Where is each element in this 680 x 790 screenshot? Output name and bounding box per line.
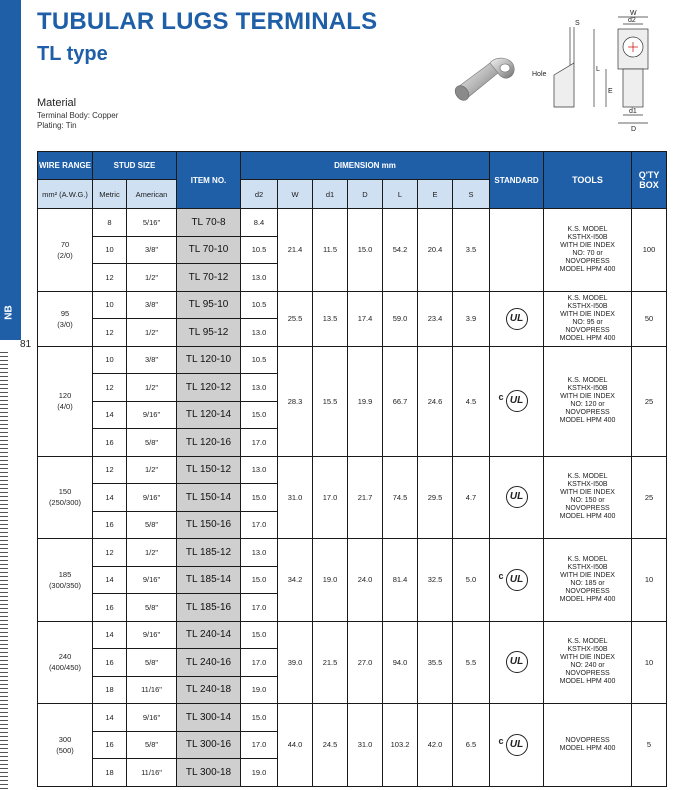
wire-awg: (500) <box>56 745 74 755</box>
tools-line: WITH DIE INDEX <box>560 241 615 249</box>
drawing-label: L <box>596 66 600 73</box>
tools-line: NOVOPRESS <box>565 326 610 334</box>
metric-cell: 14 <box>93 621 127 649</box>
d2-cell: 15.0 <box>241 704 278 732</box>
qty-cell: 10 <box>632 621 667 704</box>
tools-line: WITH DIE INDEX <box>560 489 615 497</box>
table-row <box>38 539 667 567</box>
d2-cell: 15.0 <box>241 401 278 429</box>
item-no-cell: TL 240-18 <box>177 676 241 704</box>
wire-range-cell <box>38 621 93 704</box>
wire-size: 120 <box>58 391 72 400</box>
spec-table <box>37 151 667 787</box>
qty-cell: 10 <box>632 539 667 622</box>
item-no-cell: TL 70-10 <box>177 236 241 264</box>
tools-line: NOVOPRESS <box>565 257 610 265</box>
tools-line: WITH DIE INDEX <box>560 571 615 579</box>
tools-line: NO: 120 or <box>570 401 605 408</box>
tools-line: MODEL HPM 400 <box>559 265 616 273</box>
metric-cell: 16 <box>93 649 127 677</box>
tools-line: WITH DIE INDEX <box>560 310 615 318</box>
metric-cell: 10 <box>93 236 127 264</box>
tools-line: NO: 70 or <box>572 249 603 257</box>
item-no-cell: TL 185-12 <box>177 539 241 567</box>
american-cell: 9/16" <box>127 401 177 429</box>
metric-cell: 12 <box>93 456 127 484</box>
header-dim: S <box>453 180 490 209</box>
metric-cell: 12 <box>93 319 127 347</box>
dim-d-cell: 31.0 <box>348 704 383 787</box>
american-cell: 3/8" <box>127 346 177 374</box>
c-mark-letter: c <box>498 570 504 581</box>
d2-cell: 10.5 <box>241 346 278 374</box>
dim-d1-cell: 11.5 <box>313 209 348 292</box>
item-no-cell: TL 185-16 <box>177 594 241 622</box>
dim-s-cell: 3.9 <box>453 291 490 346</box>
item-no-cell: TL 300-18 <box>177 759 241 787</box>
tools-line: K.S. MODEL <box>567 473 608 481</box>
table-row <box>38 704 667 732</box>
american-cell: 1/2" <box>127 374 177 402</box>
section-tab-label: NB <box>3 305 15 320</box>
metric-cell: 14 <box>93 401 127 429</box>
wire-range-cell <box>38 704 93 787</box>
dim-d-cell: 15.0 <box>348 209 383 292</box>
ul-mark-icon: UL <box>506 651 528 673</box>
d2-cell: 13.0 <box>241 264 278 292</box>
tools-line: NOVOPRESS <box>565 587 610 595</box>
header-dim: W <box>278 180 313 209</box>
standard-cell <box>490 291 544 346</box>
tools-line: K.S. MODEL <box>567 377 608 384</box>
section-tab[interactable] <box>0 285 21 340</box>
header-dimension: DIMENSION mm <box>241 152 490 180</box>
metric-cell: 16 <box>93 594 127 622</box>
side-index-bar <box>0 0 32 790</box>
header-dim: L <box>383 180 418 209</box>
tools-cell <box>544 291 632 346</box>
wire-awg: (4/0) <box>57 402 73 411</box>
ul-mark <box>506 486 528 508</box>
tools-line: WITH DIE INDEX <box>560 393 615 400</box>
page-title: TUBULAR LUGS TERMINALS <box>37 8 378 35</box>
cul-mark <box>498 569 528 591</box>
d2-cell: 17.0 <box>241 511 278 539</box>
metric-cell: 18 <box>93 676 127 704</box>
tools-cell <box>544 209 632 292</box>
tools-line: NO: 95 or <box>572 318 603 326</box>
ul-mark-icon: UL <box>506 734 528 756</box>
d2-cell: 17.0 <box>241 731 278 759</box>
wire-range-cell <box>38 209 93 292</box>
qty-cell: 50 <box>632 291 667 346</box>
item-no-cell: TL 120-12 <box>177 374 241 402</box>
tools-line: KSTHX-I50B <box>567 563 608 571</box>
american-cell: 9/16" <box>127 484 177 512</box>
american-cell: 5/8" <box>127 511 177 539</box>
item-no-cell: TL 240-16 <box>177 649 241 677</box>
dim-e-cell: 35.5 <box>418 621 453 704</box>
wire-size: 95 <box>60 308 70 318</box>
drawing-label: Hole <box>532 71 547 78</box>
metric-cell: 18 <box>93 759 127 787</box>
tools-line: NOVOPRESS <box>565 505 610 513</box>
tools-line: MODEL HPM 400 <box>559 417 616 424</box>
table-row <box>38 209 667 237</box>
header-dim: E <box>418 180 453 209</box>
dim-l-cell: 94.0 <box>383 621 418 704</box>
dim-d1-cell: 19.0 <box>313 539 348 622</box>
d2-cell: 13.0 <box>241 319 278 347</box>
tools-line: NOVOPRESS <box>565 670 610 678</box>
tools-line: NO: 185 or <box>570 579 605 587</box>
dim-s-cell: 5.5 <box>453 621 490 704</box>
metric-cell: 10 <box>93 291 127 319</box>
tools-line: MODEL HPM 400 <box>559 334 616 342</box>
metric-cell: 12 <box>93 539 127 567</box>
header-dim: d1 <box>313 180 348 209</box>
ul-mark-icon: UL <box>506 486 528 508</box>
dim-l-cell: 81.4 <box>383 539 418 622</box>
dim-d-cell: 21.7 <box>348 456 383 539</box>
tools-line: NO: 240 or <box>570 662 605 670</box>
american-cell: 9/16" <box>127 704 177 732</box>
dim-l-cell: 66.7 <box>383 346 418 456</box>
dim-l-cell: 103.2 <box>383 704 418 787</box>
table-row <box>38 621 667 649</box>
dim-l-cell: 59.0 <box>383 291 418 346</box>
wire-range-cell <box>38 346 93 456</box>
tools-cell <box>544 539 632 622</box>
american-cell: 5/16" <box>127 209 177 237</box>
ul-mark-icon: UL <box>506 308 528 330</box>
header-dim: d2 <box>241 180 278 209</box>
wire-awg: (250/300) <box>48 498 82 508</box>
header-metric: Metric <box>93 180 127 209</box>
tools-line: KSTHX-I50B <box>567 385 608 392</box>
item-no-cell: TL 150-14 <box>177 484 241 512</box>
tools-line: NOVOPRESS <box>565 409 610 416</box>
d2-cell: 19.0 <box>241 676 278 704</box>
dim-d1-cell: 13.5 <box>313 291 348 346</box>
item-no-cell: TL 300-14 <box>177 704 241 732</box>
table-row <box>38 456 667 484</box>
dim-w-cell: 25.5 <box>278 291 313 346</box>
tools-line: MODEL HPM 400 <box>559 678 616 686</box>
item-no-cell: TL 70-8 <box>177 209 241 237</box>
spec-table-body <box>38 209 667 787</box>
qty-cell: 5 <box>632 704 667 787</box>
wire-size: 240 <box>58 652 72 662</box>
ul-mark <box>506 308 528 330</box>
metric-cell: 8 <box>93 209 127 237</box>
dim-w-cell: 21.4 <box>278 209 313 292</box>
tools-line: K.S. MODEL <box>567 638 608 646</box>
tools-line: MODEL HPM 400 <box>559 513 616 521</box>
dim-d1-cell: 24.5 <box>313 704 348 787</box>
metric-cell: 16 <box>93 511 127 539</box>
tools-line: K.S. MODEL <box>567 225 608 233</box>
table-row <box>38 346 667 374</box>
cul-mark <box>498 734 528 756</box>
lug-photo <box>452 49 522 109</box>
tools-line: NOVOPRESS <box>565 736 610 744</box>
header-stud-size: STUD SIZE <box>93 152 177 180</box>
d2-cell: 15.0 <box>241 484 278 512</box>
dim-d1-cell: 17.0 <box>313 456 348 539</box>
item-no-cell: TL 120-10 <box>177 346 241 374</box>
cul-mark <box>498 390 528 412</box>
metric-cell: 16 <box>93 429 127 457</box>
dim-e-cell: 29.5 <box>418 456 453 539</box>
header-wire-range: WIRE RANGE <box>38 152 93 180</box>
d2-cell: 17.0 <box>241 429 278 457</box>
dim-w-cell: 28.3 <box>278 346 313 456</box>
dim-d-cell: 17.4 <box>348 291 383 346</box>
tools-line: K.S. MODEL <box>567 294 608 302</box>
header-qty: Q'TY BOX <box>632 152 667 209</box>
standard-cell <box>490 456 544 539</box>
standard-cell <box>490 209 544 292</box>
dim-s-cell: 3.5 <box>453 209 490 292</box>
wire-range-cell <box>38 456 93 539</box>
wire-size: 300 <box>58 734 72 744</box>
american-cell: 11/16" <box>127 676 177 704</box>
header-wire-unit: mm² (A.W.G.) <box>38 180 93 209</box>
dim-e-cell: 32.5 <box>418 539 453 622</box>
american-cell: 5/8" <box>127 649 177 677</box>
dim-d1-cell: 21.5 <box>313 621 348 704</box>
qty-cell: 25 <box>632 456 667 539</box>
header-dim: D <box>348 180 383 209</box>
metric-cell: 14 <box>93 484 127 512</box>
american-cell: 1/2" <box>127 456 177 484</box>
wire-awg: (2/0) <box>57 250 73 260</box>
d2-cell: 8.4 <box>241 209 278 237</box>
qty-cell: 100 <box>632 209 667 292</box>
american-cell: 3/8" <box>127 236 177 264</box>
d2-cell: 15.0 <box>241 566 278 594</box>
wire-range-cell <box>38 291 93 346</box>
item-no-cell: TL 95-10 <box>177 291 241 319</box>
material-heading: Material <box>37 97 77 109</box>
dim-e-cell: 24.6 <box>418 346 453 456</box>
american-cell: 5/8" <box>127 429 177 457</box>
wire-awg: (400/450) <box>48 663 82 673</box>
item-no-cell: TL 185-14 <box>177 566 241 594</box>
drawing-label: D <box>631 126 637 133</box>
d2-cell: 13.0 <box>241 539 278 567</box>
d2-cell: 19.0 <box>241 759 278 787</box>
tools-line: NO: 150 or <box>570 497 605 505</box>
standard-cell <box>490 346 544 456</box>
material-block <box>37 97 118 131</box>
american-cell: 1/2" <box>127 539 177 567</box>
item-no-cell: TL 150-12 <box>177 456 241 484</box>
tools-line: KSTHX-I50B <box>567 646 608 654</box>
tools-cell <box>544 704 632 787</box>
dim-s-cell: 4.7 <box>453 456 490 539</box>
dim-w-cell: 39.0 <box>278 621 313 704</box>
header-standard: STANDARD <box>490 152 544 209</box>
tools-line: MODEL HPM 400 <box>559 595 616 603</box>
item-no-cell: TL 300-16 <box>177 731 241 759</box>
d2-cell: 10.5 <box>241 291 278 319</box>
material-line: Terminal Body: Copper <box>37 111 119 120</box>
tools-cell <box>544 621 632 704</box>
tools-line: KSTHX-I50B <box>567 481 608 489</box>
tools-line: MODEL HPM 400 <box>559 744 616 752</box>
dim-s-cell: 4.5 <box>453 346 490 456</box>
metric-cell: 14 <box>93 566 127 594</box>
american-cell: 1/2" <box>127 264 177 292</box>
tools-line: K.S. MODEL <box>567 555 608 563</box>
d2-cell: 15.0 <box>241 621 278 649</box>
drawing-label: S <box>575 20 580 27</box>
standard-cell <box>490 539 544 622</box>
dim-d1-cell: 15.5 <box>313 346 348 456</box>
dim-s-cell: 6.5 <box>453 704 490 787</box>
tools-line: KSTHX-I50B <box>567 302 608 310</box>
c-mark-letter: c <box>498 392 504 402</box>
dim-d-cell: 27.0 <box>348 621 383 704</box>
american-cell: 5/8" <box>127 594 177 622</box>
d2-cell: 13.0 <box>241 374 278 402</box>
american-cell: 11/16" <box>127 759 177 787</box>
standard-cell <box>490 621 544 704</box>
page-number: 81 <box>20 339 32 350</box>
metric-cell: 12 <box>93 264 127 292</box>
item-no-cell: TL 120-16 <box>177 429 241 457</box>
drawing-label: d1 <box>629 108 637 115</box>
metric-cell: 14 <box>93 704 127 732</box>
ul-mark <box>506 651 528 673</box>
d2-cell: 17.0 <box>241 649 278 677</box>
metric-cell: 12 <box>93 374 127 402</box>
wire-size: 70 <box>60 239 70 249</box>
dim-e-cell: 42.0 <box>418 704 453 787</box>
metric-cell: 10 <box>93 346 127 374</box>
drawing-label: W <box>630 10 637 17</box>
d2-cell: 17.0 <box>241 594 278 622</box>
dim-e-cell: 23.4 <box>418 291 453 346</box>
item-no-cell: TL 70-12 <box>177 264 241 292</box>
dim-w-cell: 34.2 <box>278 539 313 622</box>
page-subtitle: TL type <box>37 43 108 65</box>
dim-w-cell: 44.0 <box>278 704 313 787</box>
qty-cell: 25 <box>632 346 667 456</box>
dim-s-cell: 5.0 <box>453 539 490 622</box>
drawing-label: d2 <box>628 17 636 24</box>
american-cell: 9/16" <box>127 566 177 594</box>
standard-cell <box>490 704 544 787</box>
dim-l-cell: 54.2 <box>383 209 418 292</box>
dim-d-cell: 24.0 <box>348 539 383 622</box>
item-no-cell: TL 150-16 <box>177 511 241 539</box>
american-cell: 1/2" <box>127 319 177 347</box>
american-cell: 5/8" <box>127 731 177 759</box>
dim-d-cell: 19.9 <box>348 346 383 456</box>
american-cell: 3/8" <box>127 291 177 319</box>
wire-size: 150 <box>58 487 72 497</box>
dim-w-cell: 31.0 <box>278 456 313 539</box>
metric-cell: 16 <box>93 731 127 759</box>
table-row <box>38 291 667 319</box>
american-cell: 9/16" <box>127 621 177 649</box>
drawing-label: E <box>608 88 613 95</box>
ul-mark-icon: UL <box>506 569 528 591</box>
wire-range-cell <box>38 539 93 622</box>
c-mark-letter: c <box>498 735 504 746</box>
ul-mark-icon: UL <box>506 390 528 412</box>
wire-awg: (300/350) <box>48 580 82 590</box>
tools-line: WITH DIE INDEX <box>560 654 615 662</box>
header-item-no: ITEM NO. <box>177 152 241 209</box>
wire-awg: (3/0) <box>57 319 73 329</box>
item-no-cell: TL 240-14 <box>177 621 241 649</box>
dim-e-cell: 20.4 <box>418 209 453 292</box>
ruler-marks <box>0 352 21 790</box>
item-no-cell: TL 95-12 <box>177 319 241 347</box>
tools-line: KSTHX-I50B <box>567 233 608 241</box>
tools-cell <box>544 456 632 539</box>
d2-cell: 10.5 <box>241 236 278 264</box>
header-tools: TOOLS <box>544 152 632 209</box>
header-american: American <box>127 180 177 209</box>
material-line: Plating: Tin <box>37 121 77 130</box>
tools-cell <box>544 346 632 456</box>
d2-cell: 13.0 <box>241 456 278 484</box>
item-no-cell: TL 120-14 <box>177 401 241 429</box>
wire-size: 185 <box>58 569 72 579</box>
dimension-drawing <box>532 3 672 133</box>
dim-l-cell: 74.5 <box>383 456 418 539</box>
